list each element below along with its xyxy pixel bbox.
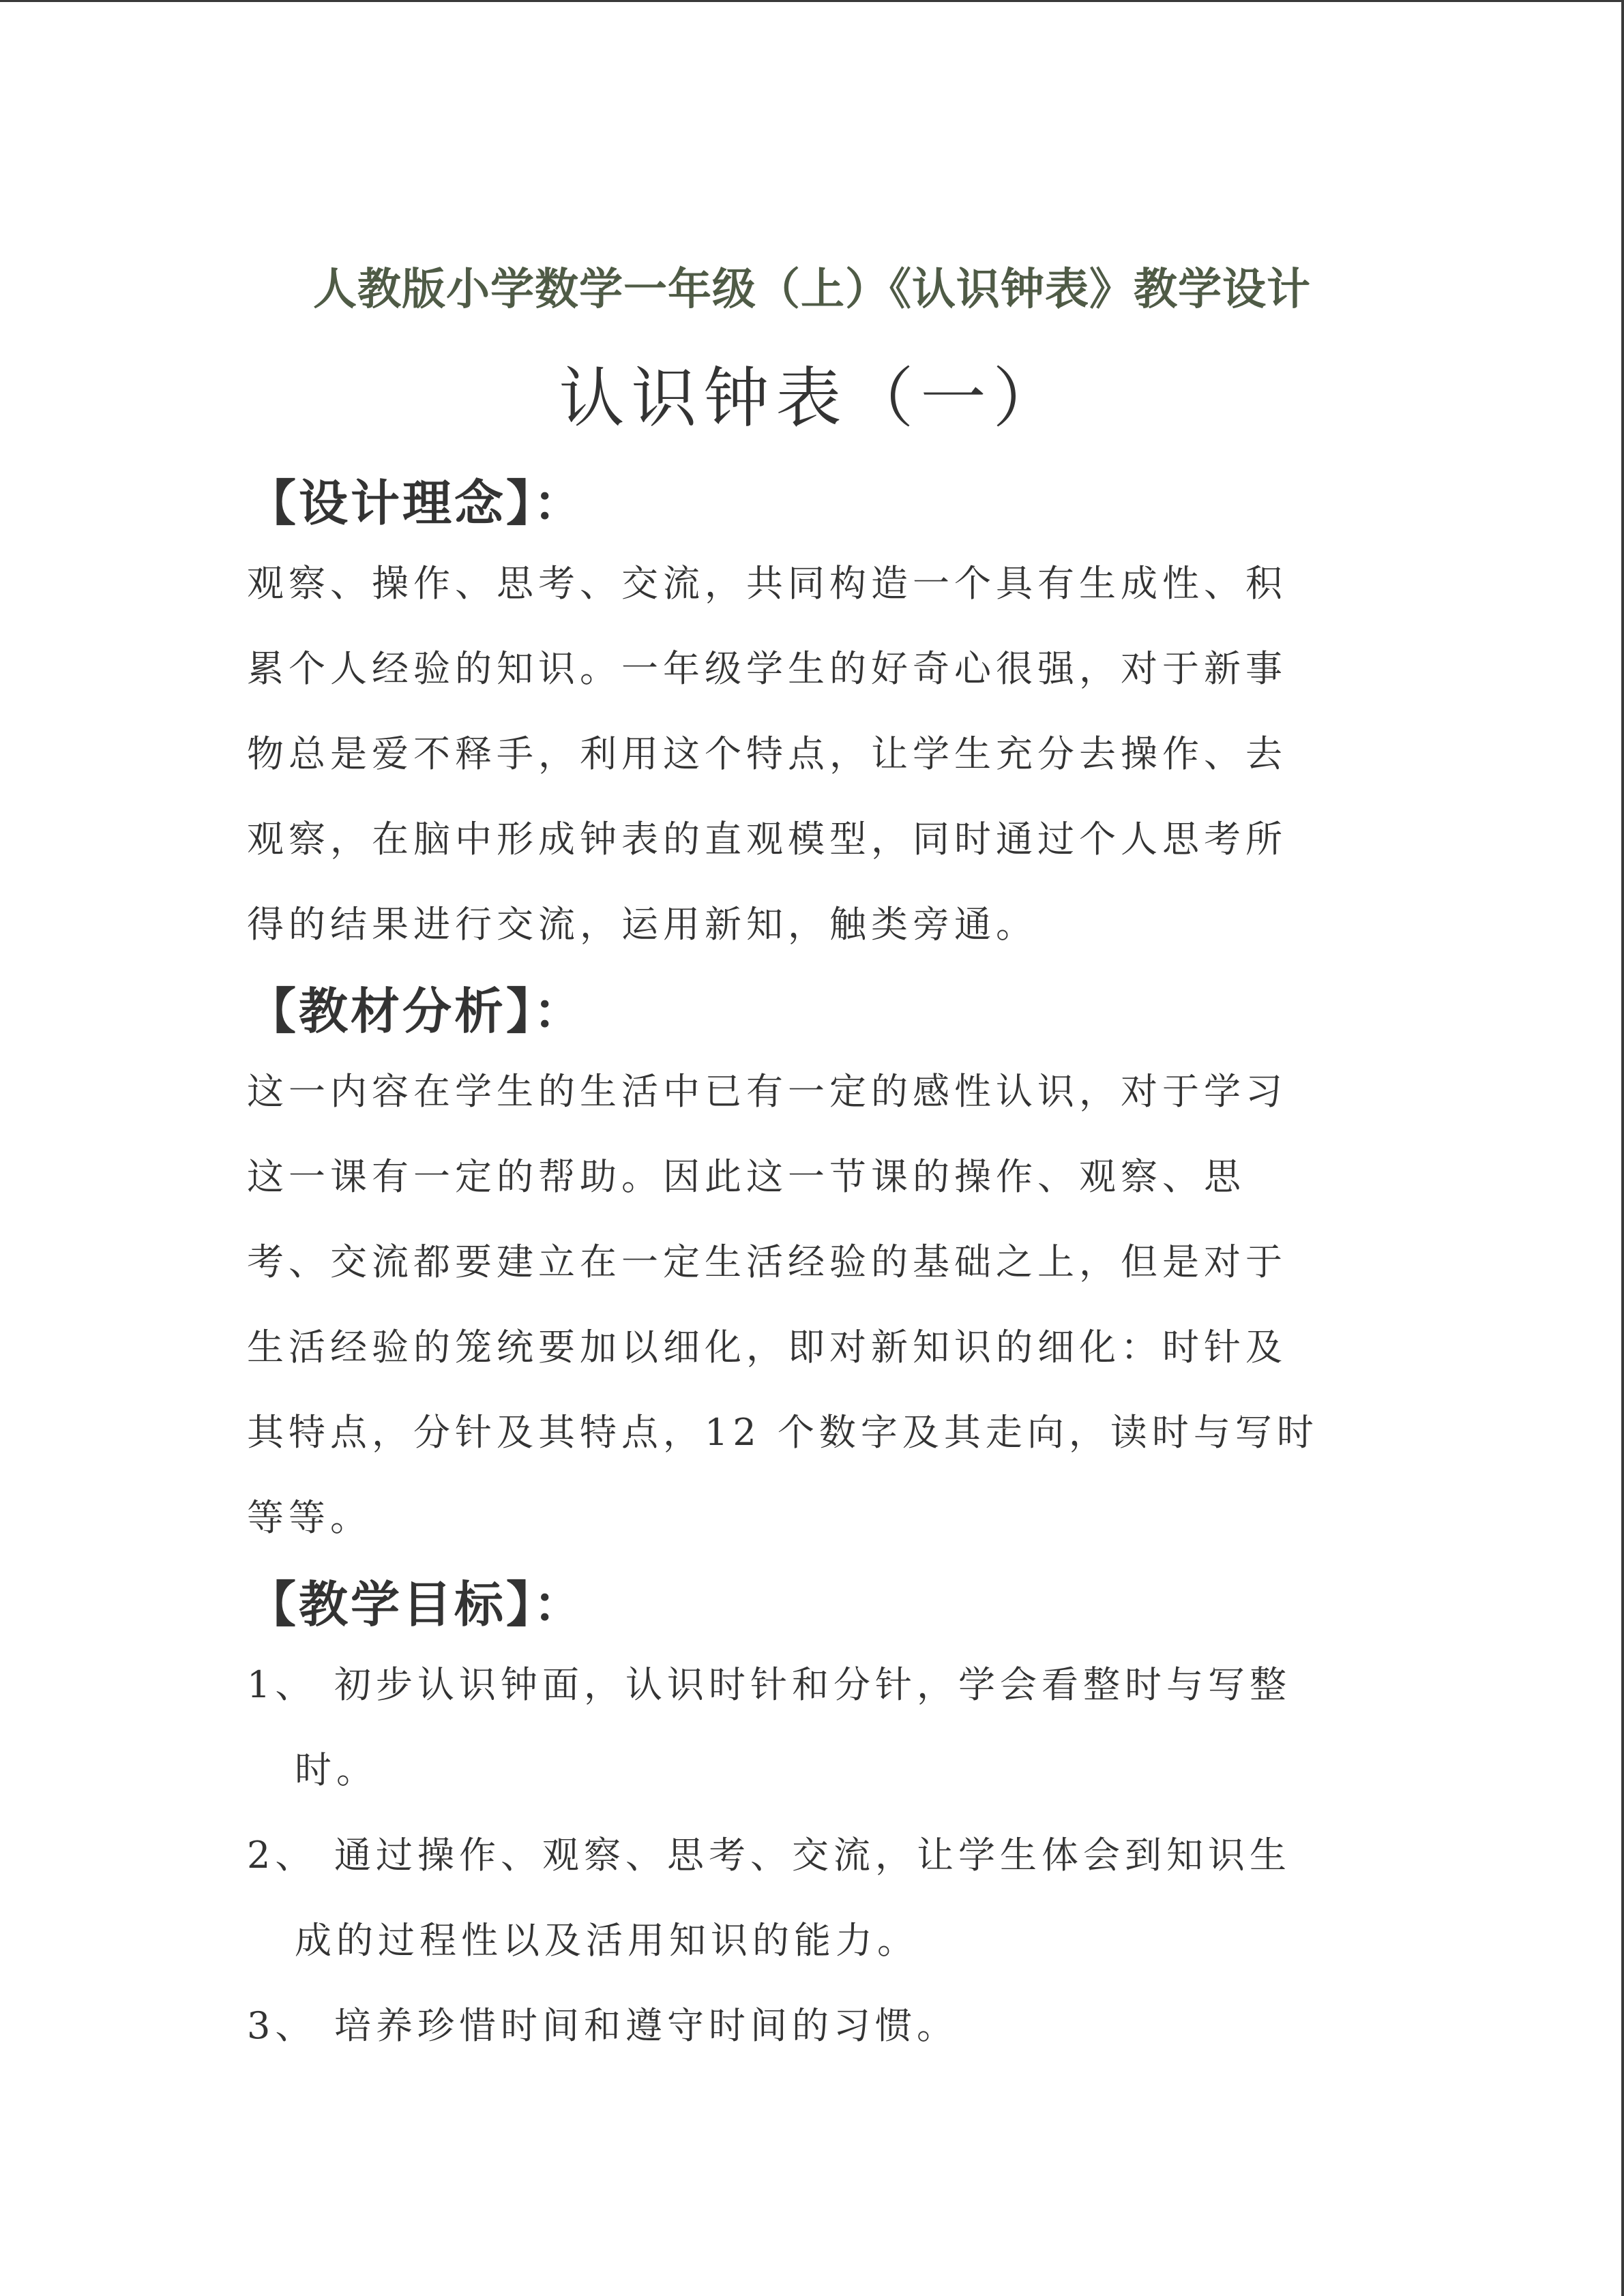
goal-item-3 bbox=[247, 1983, 1352, 2068]
material-analysis-paragraph bbox=[247, 1049, 1352, 1560]
goal-number: 2、 bbox=[247, 1834, 317, 1877]
design-concept-paragraph bbox=[247, 541, 1352, 967]
paragraph-line: 考、交流都要建立在一定生活经验的基础之上，但是对于 bbox=[247, 1240, 1287, 1283]
paragraph-line: 生活经验的笼统要加以细化，即对新知识的细化：时针及 bbox=[247, 1326, 1287, 1369]
goal-item-1 bbox=[247, 1642, 1352, 1813]
goal-number: 1、 bbox=[247, 1663, 317, 1706]
paragraph-line: 观察，在脑中形成钟表的直观模型，同时通过个人思考所 bbox=[247, 818, 1287, 861]
document-header-title: 人教版小学数学一年级（上）《认识钟表》教学设计 bbox=[313, 265, 1311, 315]
teaching-goals-heading: 【教学目标】： bbox=[247, 1575, 586, 1633]
material-analysis-heading: 【教材分析】： bbox=[247, 982, 586, 1040]
paragraph-line: 得的结果进行交流，运用新知，触类旁通。 bbox=[247, 903, 1037, 946]
goal-text: 初步认识钟面，认识时针和分针，学会看整时与写整 bbox=[334, 1663, 1291, 1706]
paragraph-line: 物总是爱不释手，利用这个特点，让学生充分去操作、去 bbox=[247, 732, 1287, 775]
paragraph-line: 这一课有一定的帮助。因此这一节课的操作、观察、思 bbox=[247, 1155, 1245, 1198]
goal-text-continued: 成的过程性以及活用知识的能力。 bbox=[295, 1919, 919, 1962]
goal-text: 通过操作、观察、思考、交流，让学生体会到知识生 bbox=[334, 1834, 1291, 1877]
paragraph-line: 这一内容在学生的生活中已有一定的感性认识，对于学习 bbox=[247, 1070, 1287, 1113]
paragraph-line: 累个人经验的知识。一年级学生的好奇心很强，对于新事 bbox=[247, 647, 1287, 690]
goal-number: 3、 bbox=[247, 2004, 317, 2047]
document-body bbox=[247, 466, 1352, 2068]
goal-text: 培养珍惜时间和遵守时间的习惯。 bbox=[334, 2004, 958, 2047]
goal-text-continued: 时。 bbox=[295, 1748, 378, 1791]
paragraph-line: 等等。 bbox=[247, 1496, 372, 1539]
paragraph-line: 其特点，分针及其特点，12 个数字及其走向，读时与写时 bbox=[247, 1411, 1318, 1454]
lesson-title: 认识钟表（一） bbox=[559, 360, 1065, 436]
paragraph-line: 观察、操作、思考、交流，共同构造一个具有生成性、积 bbox=[247, 562, 1287, 605]
design-concept-heading: 【设计理念】： bbox=[247, 474, 586, 532]
goal-item-2 bbox=[247, 1813, 1352, 1983]
